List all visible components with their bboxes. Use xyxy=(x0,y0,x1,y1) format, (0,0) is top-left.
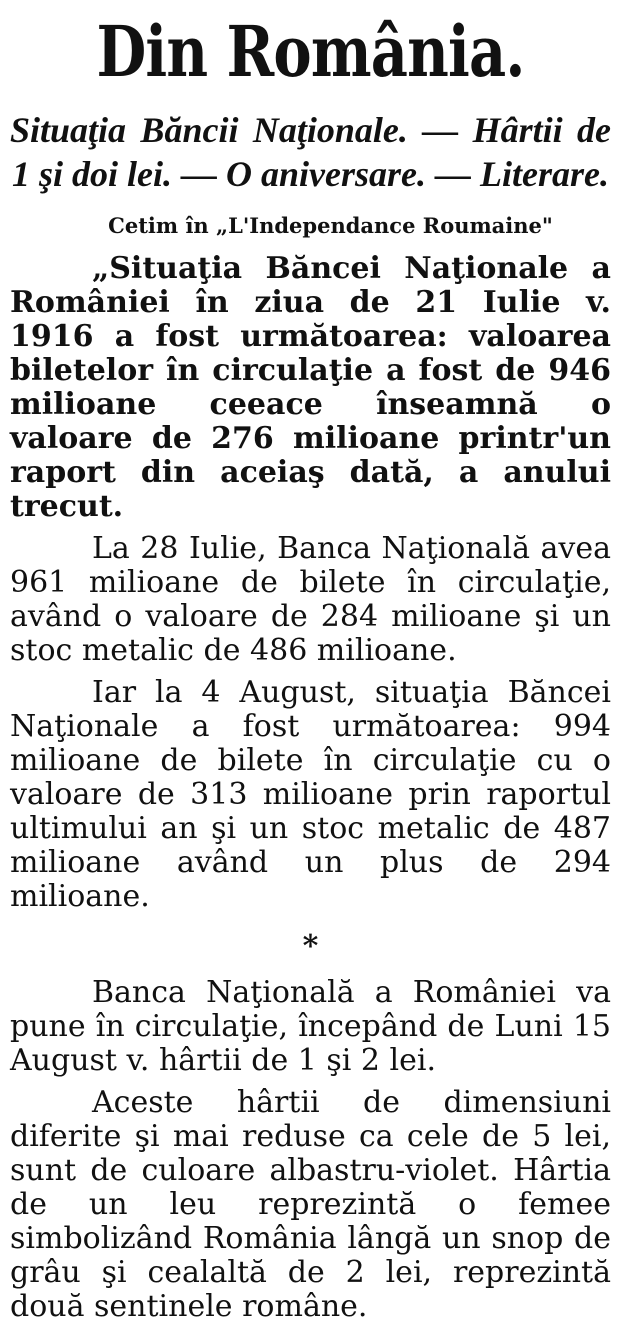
paragraph-july-28: La 28 Iulie, Banca Naţională avea 961 milioane de bilete în circulaţie, având o valoare de 284 milioane şi un stoc metalic de 486 milioane. xyxy=(10,531,611,668)
section-separator: * xyxy=(302,929,319,964)
paragraph-bank-situation: „Situaţia Băncei Naţionale a României în ziua de 21 Iulie v. 1916 a fost următoarea: valoarea biletelor în circulaţie a fost de 946 milioane ceeace înseamnă o valoare de 276 milioane printr'un raport din aceiaş dată, a anului trecut. xyxy=(10,251,611,524)
paragraph-august-4: Iar la 4 August, situaţia Băncei Naţionale a fost următoarea: 994 milioane de bilete în circulaţie cu o valoare de 313 milioane prin raportul ultimului an şi un stoc metalic de 487 milioane având un plus de 294 milioane. xyxy=(10,675,611,914)
paragraph-new-banknotes: Banca Naţională a României va pune în circulaţie, începând de Luni 15 August v. hârtii de 1 şi 2 lei. xyxy=(10,975,611,1078)
source-attribution: Cetim în „L'Independance Roumaine" xyxy=(108,213,553,238)
headline: Din România. xyxy=(96,10,525,93)
subheadline: Situaţia Băncii Naţionale. — Hârtii de 1 şi doi lei. — O aniversare. — Literare. xyxy=(10,110,611,194)
paragraph-banknote-description: Aceste hârtii de dimensiuni diferite şi mai reduse ca cele de 5 lei, sunt de culoare albastru-violet. Hârtia de un leu reprezintă o femee simbolizând România lângă un snop de grâu şi cealaltă de 2 lei, reprezintă două sentinele române. xyxy=(10,1085,611,1324)
